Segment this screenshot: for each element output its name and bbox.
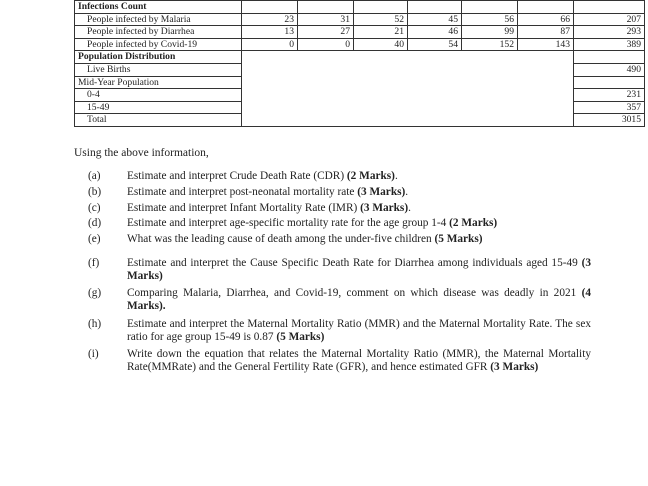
data-table bbox=[74, 0, 645, 127]
row-label: Mid-Year Population bbox=[75, 76, 242, 89]
question-letter: (a) bbox=[88, 170, 101, 182]
table-row bbox=[75, 13, 645, 26]
row-label: People infected by Covid-19 bbox=[75, 38, 242, 51]
question-letter: (d) bbox=[88, 217, 102, 229]
row-label: People infected by Diarrhea bbox=[75, 26, 242, 39]
question-letter: (h) bbox=[88, 318, 102, 330]
question-text: Estimate and interpret Crude Death Rate (CDR) bbox=[127, 170, 347, 182]
total-cell: 293 bbox=[574, 26, 645, 39]
blank-cell bbox=[242, 51, 574, 127]
cell: 87 bbox=[518, 26, 574, 39]
row-label: People infected by Malaria bbox=[75, 13, 242, 26]
cell: 13 bbox=[242, 26, 298, 39]
cell: 66 bbox=[518, 13, 574, 26]
total-cell: 490 bbox=[574, 63, 645, 76]
cell: 27 bbox=[298, 26, 354, 39]
cell: 54 bbox=[408, 38, 462, 51]
cell: 152 bbox=[462, 38, 518, 51]
question-marks: (3 Marks) bbox=[490, 360, 539, 373]
cell: 46 bbox=[408, 26, 462, 39]
question-marks: (4 Marks). bbox=[127, 287, 591, 312]
table-row bbox=[75, 1, 645, 14]
total-cell: 357 bbox=[574, 101, 645, 114]
question-text: Estimate and interpret the Maternal Mortality Ratio (MMR) and the Maternal Mortality Rate. The sex ratio for age group 15-49 is 0.87 bbox=[127, 318, 591, 343]
cell: 0 bbox=[298, 38, 354, 51]
cell: 45 bbox=[408, 13, 462, 26]
question-marks: (2 Marks) bbox=[346, 170, 395, 182]
question-marks: (5 Marks) bbox=[434, 233, 483, 245]
question-marks: (3 Marks) bbox=[360, 202, 409, 214]
question-letter: (e) bbox=[88, 233, 101, 245]
cell: 99 bbox=[462, 26, 518, 39]
question-text: Estimate and interpret age-specific mortality rate for the age group 1-4 bbox=[127, 217, 450, 229]
total-cell: 389 bbox=[574, 38, 645, 51]
question-text: Estimate and interpret the Cause Specific Death Rate for Diarrhea among individuals aged 15-49 bbox=[127, 257, 582, 269]
section-header-population: Population Distribution bbox=[75, 51, 242, 64]
question-letter: (g) bbox=[88, 287, 102, 299]
question-letter: (i) bbox=[88, 348, 99, 360]
question-marks: (2 Marks) bbox=[449, 217, 498, 229]
question-letter: (c) bbox=[88, 202, 101, 214]
intro-text: Using the above information, bbox=[74, 147, 209, 159]
question-letter: (f) bbox=[88, 257, 100, 269]
cell: 143 bbox=[518, 38, 574, 51]
total-cell: 3015 bbox=[574, 114, 645, 127]
section-header-infections: Infections Count bbox=[75, 1, 242, 14]
cell: 56 bbox=[462, 13, 518, 26]
question-letter: (b) bbox=[88, 186, 102, 198]
table-row bbox=[75, 38, 645, 51]
cell: 21 bbox=[354, 26, 408, 39]
cell: 0 bbox=[242, 38, 298, 51]
question-marks: (5 Marks) bbox=[276, 330, 325, 343]
row-label: Live Births bbox=[75, 63, 242, 76]
total-cell: 207 bbox=[574, 13, 645, 26]
cell: 52 bbox=[354, 13, 408, 26]
cell: 23 bbox=[242, 13, 298, 26]
cell: 31 bbox=[298, 13, 354, 26]
table-row bbox=[75, 26, 645, 39]
question-text: Write down the equation that relates the Maternal Mortality Ratio (MMR), the Maternal Mortality Rate(MMRate) and the General Fertility Rate (GFR), and hence estimated GFR bbox=[127, 348, 591, 373]
question-text: Estimate and interpret post-neonatal mortality rate bbox=[127, 186, 358, 198]
row-label: Total bbox=[75, 114, 242, 127]
question-text: Comparing Malaria, Diarrhea, and Covid-19, comment on which disease was deadly in 2021 bbox=[127, 287, 582, 299]
question-marks: (3 Marks) bbox=[357, 186, 406, 198]
row-label: 15-49 bbox=[75, 101, 242, 114]
row-label: 0-4 bbox=[75, 89, 242, 102]
total-cell: 231 bbox=[574, 89, 645, 102]
question-text: What was the leading cause of death among the under-five children bbox=[127, 233, 435, 245]
question-marks: (3 Marks) bbox=[127, 257, 591, 282]
cell: 40 bbox=[354, 38, 408, 51]
question-text: Estimate and interpret Infant Mortality Rate (IMR) bbox=[127, 202, 361, 214]
table-row bbox=[75, 51, 645, 64]
